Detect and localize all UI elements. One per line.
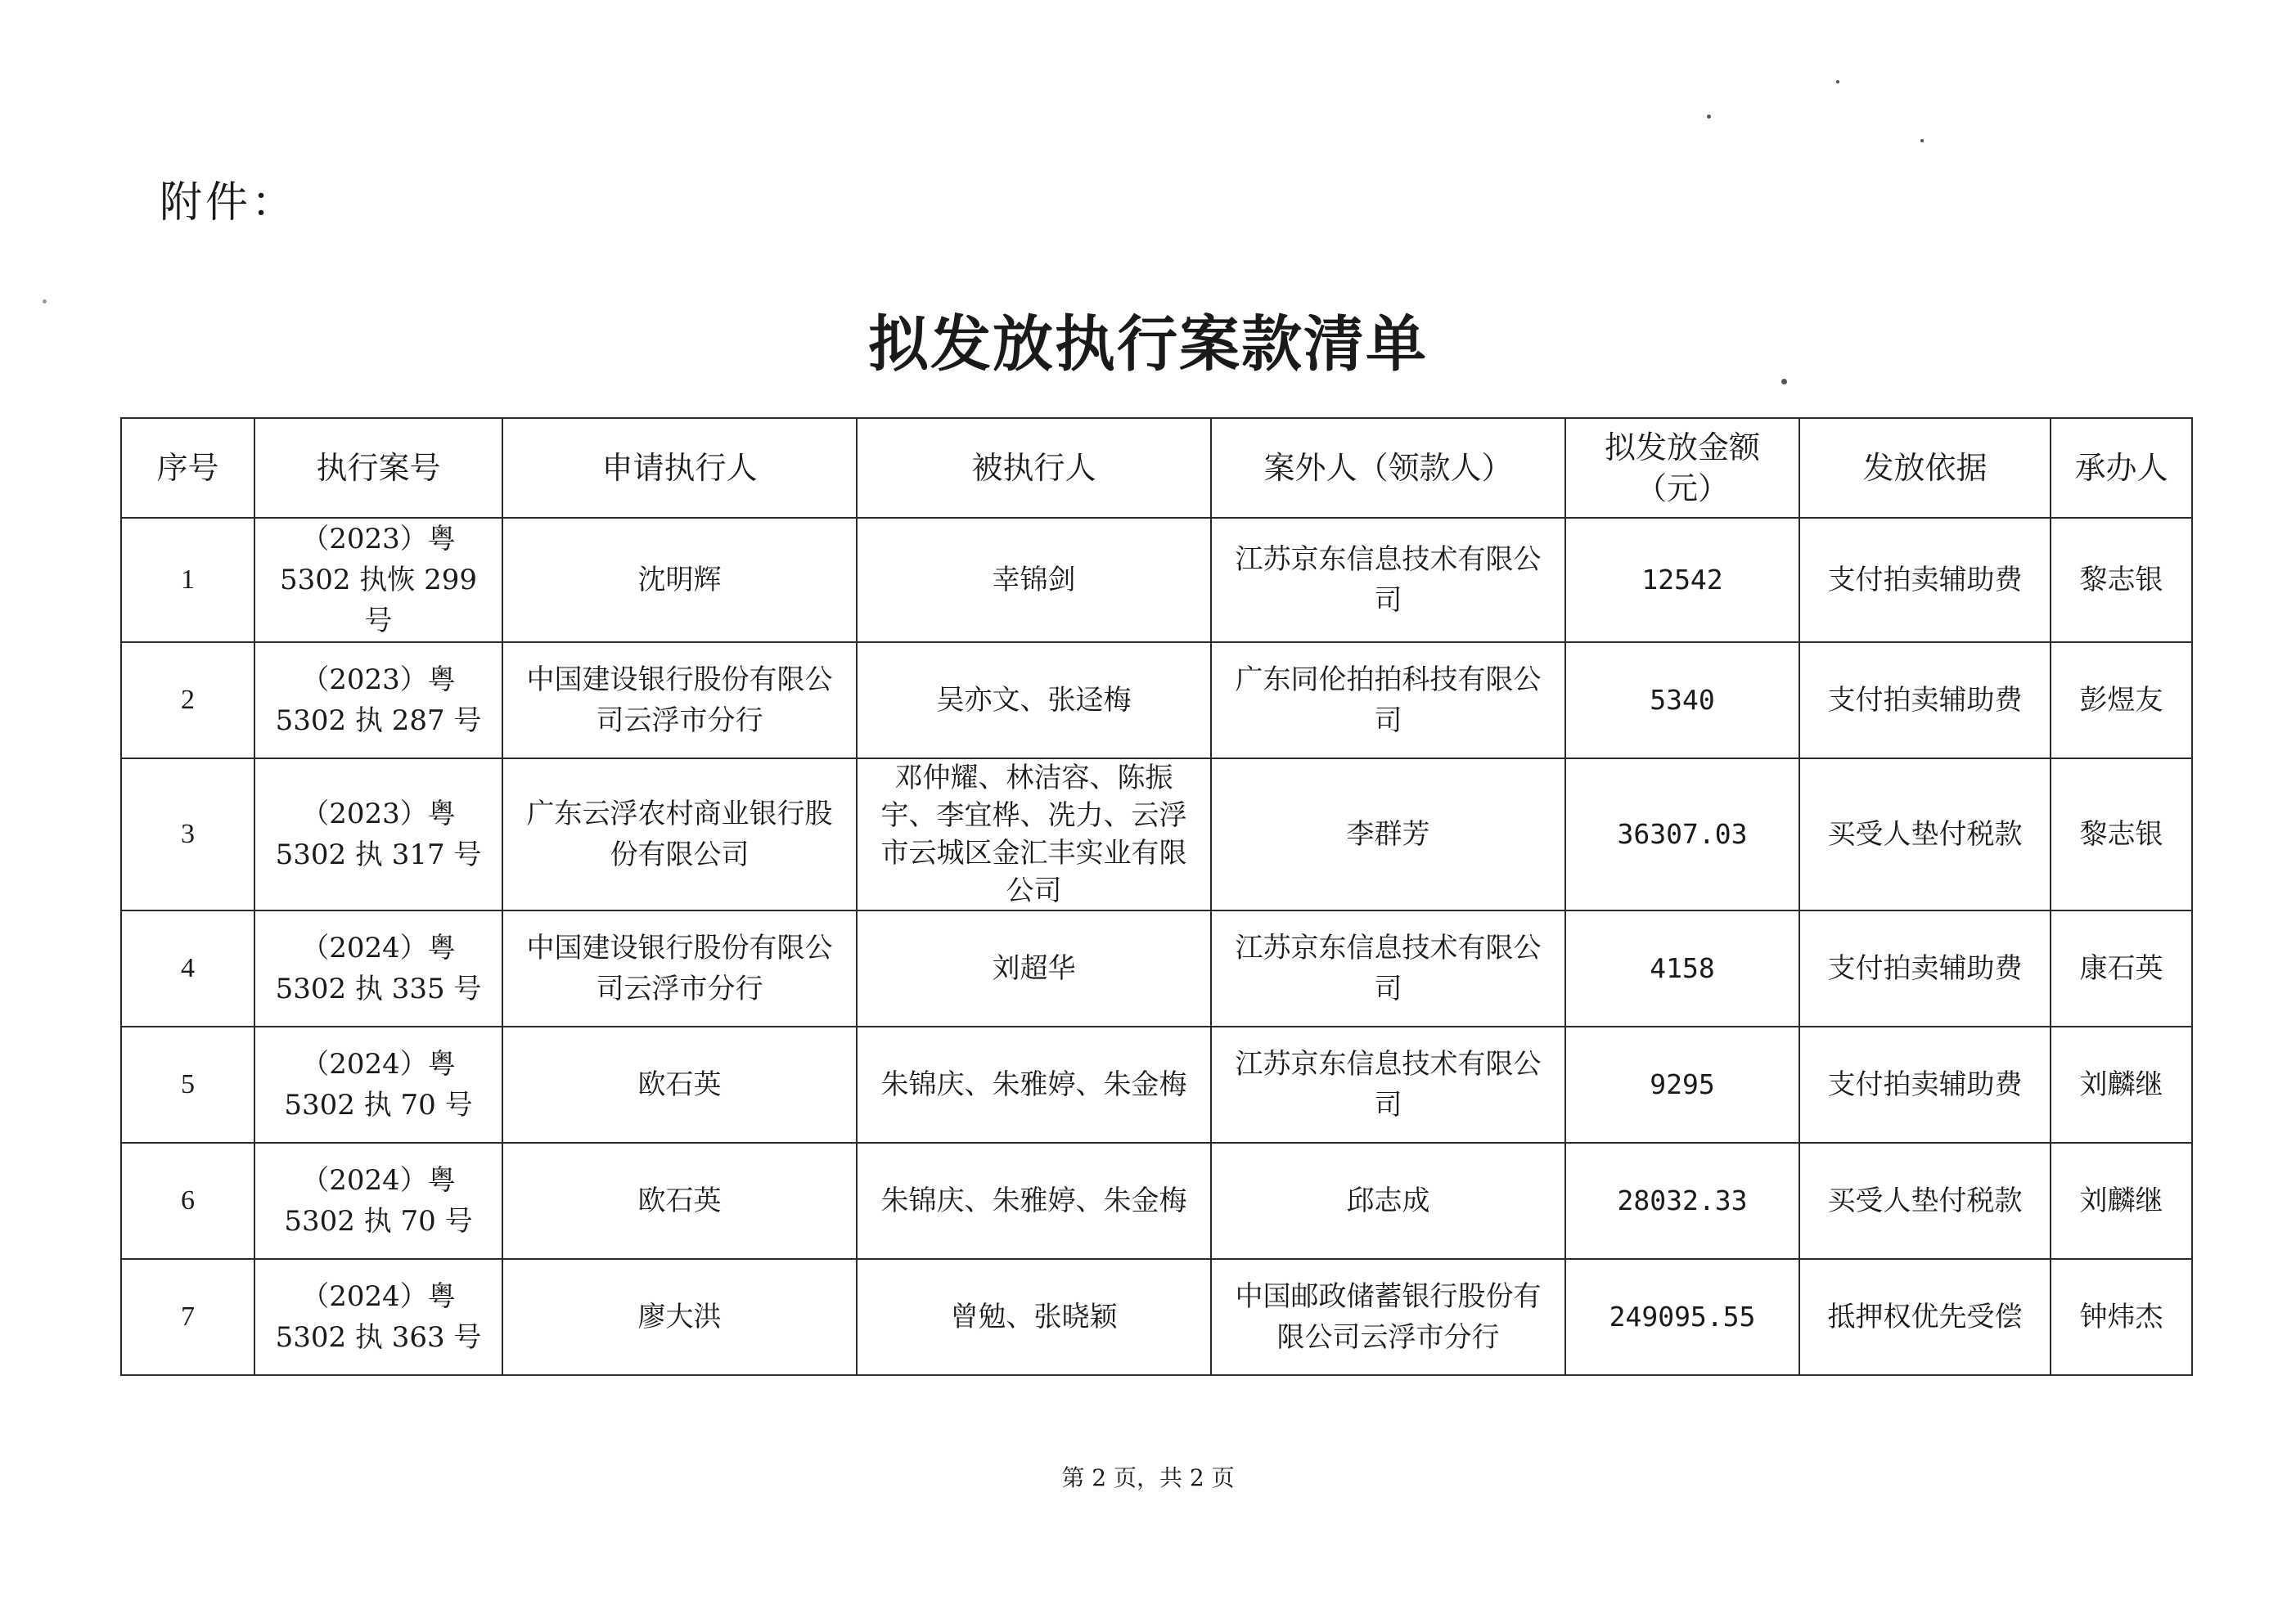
row-case-number: （2023）粤 5302 执 317 号 — [254, 758, 502, 910]
row-respondent: 幸锦剑 — [857, 518, 1211, 642]
page-footer: 第 2 页，共 2 页 — [1061, 1464, 1235, 1491]
row-amount: 12542 — [1565, 518, 1799, 642]
scan-speck — [1707, 115, 1711, 119]
row-outsider: 中国邮政储蓄银行股份有限公司云浮市分行 — [1211, 1259, 1565, 1375]
row-num: 5 — [121, 1027, 254, 1143]
row-handler: 钟炜杰 — [2051, 1259, 2192, 1375]
row-case-number: （2023）粤 5302 执恢 299 号 — [254, 518, 502, 642]
row-basis: 买受人垫付税款 — [1799, 1143, 2051, 1259]
row-applicant: 欧石英 — [502, 1143, 857, 1259]
row-handler: 康石英 — [2051, 910, 2192, 1027]
row-handler: 刘麟继 — [2051, 1143, 2192, 1259]
row-respondent: 邓仲耀、林洁容、陈振宇、李宜桦、冼力、云浮市云城区金汇丰实业有限公司 — [857, 758, 1211, 910]
scan-speck — [1781, 379, 1787, 384]
row-case-number: （2023）粤 5302 执 287 号 — [254, 642, 502, 758]
table-row — [121, 1027, 2192, 1143]
row-handler: 彭煜友 — [2051, 642, 2192, 758]
row-basis: 支付拍卖辅助费 — [1799, 1027, 2051, 1143]
header-handler: 承办人 — [2051, 418, 2192, 518]
row-case-number: （2024）粤 5302 执 363 号 — [254, 1259, 502, 1375]
table-row — [121, 910, 2192, 1027]
row-num: 1 — [121, 518, 254, 642]
row-outsider: 广东同伦拍拍科技有限公司 — [1211, 642, 1565, 758]
table-row — [121, 518, 2192, 642]
row-amount: 36307.03 — [1565, 758, 1799, 910]
header-num: 序号 — [121, 418, 254, 518]
scan-speck — [43, 299, 47, 303]
table-row — [121, 1259, 2192, 1375]
row-amount: 9295 — [1565, 1027, 1799, 1143]
row-outsider: 江苏京东信息技术有限公司 — [1211, 910, 1565, 1027]
row-basis: 买受人垫付税款 — [1799, 758, 2051, 910]
header-basis: 发放依据 — [1799, 418, 2051, 518]
row-handler: 黎志银 — [2051, 758, 2192, 910]
header-respondent: 被执行人 — [857, 418, 1211, 518]
case-payment-table — [120, 417, 2193, 1376]
row-num: 4 — [121, 910, 254, 1027]
row-amount: 4158 — [1565, 910, 1799, 1027]
row-case-number: （2024）粤 5302 执 70 号 — [254, 1027, 502, 1143]
header-applicant: 申请执行人 — [502, 418, 857, 518]
row-basis: 抵押权优先受偿 — [1799, 1259, 2051, 1375]
header-case-number: 执行案号 — [254, 418, 502, 518]
table-row — [121, 642, 2192, 758]
row-applicant: 欧石英 — [502, 1027, 857, 1143]
row-num: 6 — [121, 1143, 254, 1259]
row-applicant: 中国建设银行股份有限公司云浮市分行 — [502, 910, 857, 1027]
row-case-number: （2024）粤 5302 执 70 号 — [254, 1143, 502, 1259]
row-respondent: 朱锦庆、朱雅婷、朱金梅 — [857, 1143, 1211, 1259]
row-respondent: 曾勉、张晓颖 — [857, 1259, 1211, 1375]
row-applicant: 广东云浮农村商业银行股份有限公司 — [502, 758, 857, 910]
table-row — [121, 758, 2192, 910]
row-basis: 支付拍卖辅助费 — [1799, 910, 2051, 1027]
row-num: 7 — [121, 1259, 254, 1375]
row-handler: 黎志银 — [2051, 518, 2192, 642]
row-respondent: 吴亦文、张迳梅 — [857, 642, 1211, 758]
row-outsider: 邱志成 — [1211, 1143, 1565, 1259]
row-amount: 5340 — [1565, 642, 1799, 758]
attachment-label: 附件： — [160, 178, 298, 227]
row-case-number: （2024）粤 5302 执 335 号 — [254, 910, 502, 1027]
row-respondent: 朱锦庆、朱雅婷、朱金梅 — [857, 1027, 1211, 1143]
row-basis: 支付拍卖辅助费 — [1799, 642, 2051, 758]
document-title: 拟发放执行案款清单 — [868, 309, 1428, 380]
row-applicant: 廖大洪 — [502, 1259, 857, 1375]
row-respondent: 刘超华 — [857, 910, 1211, 1027]
row-applicant: 中国建设银行股份有限公司云浮市分行 — [502, 642, 857, 758]
row-amount: 28032.33 — [1565, 1143, 1799, 1259]
scan-speck — [1920, 139, 1924, 142]
row-basis: 支付拍卖辅助费 — [1799, 518, 2051, 642]
row-num: 3 — [121, 758, 254, 910]
header-outsider: 案外人（领款人） — [1211, 418, 1565, 518]
row-applicant: 沈明辉 — [502, 518, 857, 642]
header-amount: 拟发放金额（元） — [1565, 418, 1799, 518]
row-outsider: 江苏京东信息技术有限公司 — [1211, 518, 1565, 642]
row-outsider: 李群芳 — [1211, 758, 1565, 910]
scan-speck — [1836, 80, 1839, 83]
row-outsider: 江苏京东信息技术有限公司 — [1211, 1027, 1565, 1143]
row-num: 2 — [121, 642, 254, 758]
table-row — [121, 1143, 2192, 1259]
table-header-row — [121, 418, 2192, 518]
row-amount: 249095.55 — [1565, 1259, 1799, 1375]
row-handler: 刘麟继 — [2051, 1027, 2192, 1143]
